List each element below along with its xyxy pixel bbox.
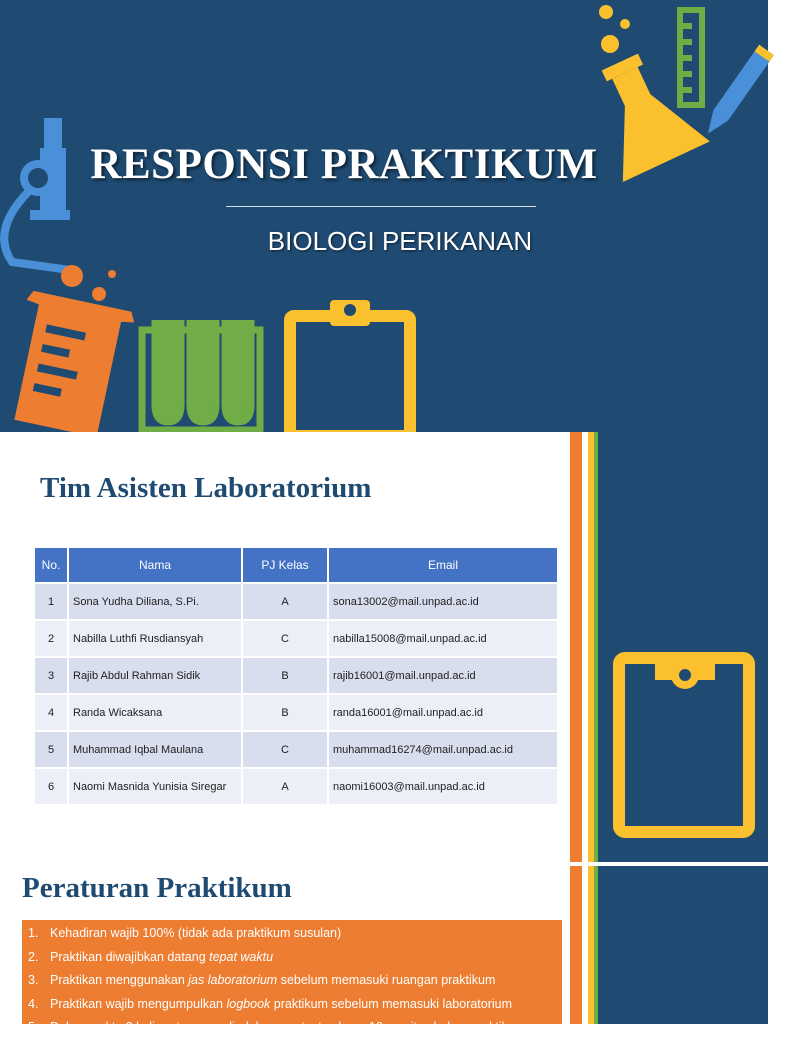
cell-email: nabilla15008@mail.unpad.ac.id	[329, 621, 557, 656]
banner-illustration	[0, 0, 768, 432]
table-row	[35, 732, 557, 767]
cell-email: randa16001@mail.unpad.ac.id	[329, 695, 557, 730]
cell-no: 1	[35, 584, 67, 619]
ruler-icon	[680, 10, 702, 105]
clipboard-icon	[598, 432, 768, 862]
test-tube-rack-icon	[142, 320, 260, 430]
cell-no: 2	[35, 621, 67, 656]
cell-kelas: B	[243, 658, 327, 693]
rule-text: Praktikan diwajibkan datang	[50, 949, 210, 964]
table-row	[35, 695, 557, 730]
rule-number: 1.	[28, 926, 39, 940]
rule-text: Praktikan wajib mengumpulkan	[50, 996, 227, 1011]
cell-kelas: A	[243, 584, 327, 619]
rule-text: Kehadiran wajib 100% (tidak ada praktikum susulan)	[50, 926, 342, 940]
column-header-kelas: PJ Kelas	[243, 548, 327, 582]
cell-email: sona13002@mail.unpad.ac.id	[329, 584, 557, 619]
rule-item	[22, 946, 562, 970]
table-row	[35, 621, 557, 656]
rule-text: sebelum memasuki ruangan praktikum	[277, 973, 496, 987]
column-header-no: No.	[35, 548, 67, 582]
banner-title: RESPONSI PRAKTIKUM	[90, 141, 598, 188]
table-row	[35, 658, 557, 693]
cell-kelas: A	[243, 769, 327, 804]
rule-text: jas laboratorium	[188, 973, 278, 987]
column-header-email: Email	[329, 548, 557, 582]
rule-item	[22, 969, 562, 993]
orange-stripe	[570, 432, 582, 1024]
assistant-table	[33, 546, 559, 806]
table-row	[35, 769, 557, 804]
clipboard-icon	[290, 300, 410, 436]
title-divider	[226, 206, 536, 207]
cell-nama: Nabilla Luthfi Rusdiansyah	[69, 621, 241, 656]
rules-heading: Peraturan Praktikum	[22, 872, 292, 904]
cell-nama: Muhammad Iqbal Maulana	[69, 732, 241, 767]
rule-text: tepat waktu	[209, 949, 274, 964]
cell-nama: Sona Yudha Diliana, S.Pi.	[69, 584, 241, 619]
side-panel	[598, 432, 768, 862]
rule-number: 2.	[28, 949, 39, 964]
banner-subtitle: BIOLOGI PERIKANAN	[267, 226, 533, 256]
side-panel-lower	[598, 866, 768, 1024]
beaker-icon	[2, 290, 137, 440]
cell-no: 3	[35, 658, 67, 693]
cell-email: muhammad16274@mail.unpad.ac.id	[329, 732, 557, 767]
column-header-nama: Nama	[69, 548, 241, 582]
rule-number: 3.	[28, 973, 39, 987]
pencil-icon	[701, 45, 774, 139]
rule-item	[22, 922, 562, 946]
rules-list	[22, 920, 562, 1040]
cell-email: rajib16001@mail.unpad.ac.id	[329, 658, 557, 693]
cell-no: 6	[35, 769, 67, 804]
rule-number: 5.	[28, 1020, 39, 1034]
table-header-row	[35, 548, 557, 582]
bubble-icon	[61, 265, 83, 287]
rule-text: praktikum sebelum memasuki laboratorium	[270, 996, 513, 1011]
table-row	[35, 584, 557, 619]
cell-kelas: C	[243, 732, 327, 767]
cell-nama: Rajib Abdul Rahman Sidik	[69, 658, 241, 693]
cell-nama: Randa Wicaksana	[69, 695, 241, 730]
rule-number: 4.	[28, 996, 39, 1011]
side-decoration	[570, 432, 768, 1024]
cell-kelas: B	[243, 695, 327, 730]
rule-text: Dalam waktu 2 kali pertemuan, diadakan pre-test selama 10 menit sebelum praktikum	[50, 1020, 526, 1034]
cell-nama: Naomi Masnida Yunisia Siregar	[69, 769, 241, 804]
cell-no: 5	[35, 732, 67, 767]
title-banner	[0, 0, 768, 432]
cell-kelas: C	[243, 621, 327, 656]
rule-item	[22, 1016, 562, 1040]
cell-no: 4	[35, 695, 67, 730]
rule-text: logbook	[226, 996, 271, 1011]
team-heading: Tim Asisten Laboratorium	[40, 472, 372, 504]
rule-text: Praktikan menggunakan	[50, 973, 189, 987]
table-body	[35, 584, 557, 804]
rule-item	[22, 993, 562, 1017]
rules-box	[22, 920, 562, 1034]
cell-email: naomi16003@mail.unpad.ac.id	[329, 769, 557, 804]
